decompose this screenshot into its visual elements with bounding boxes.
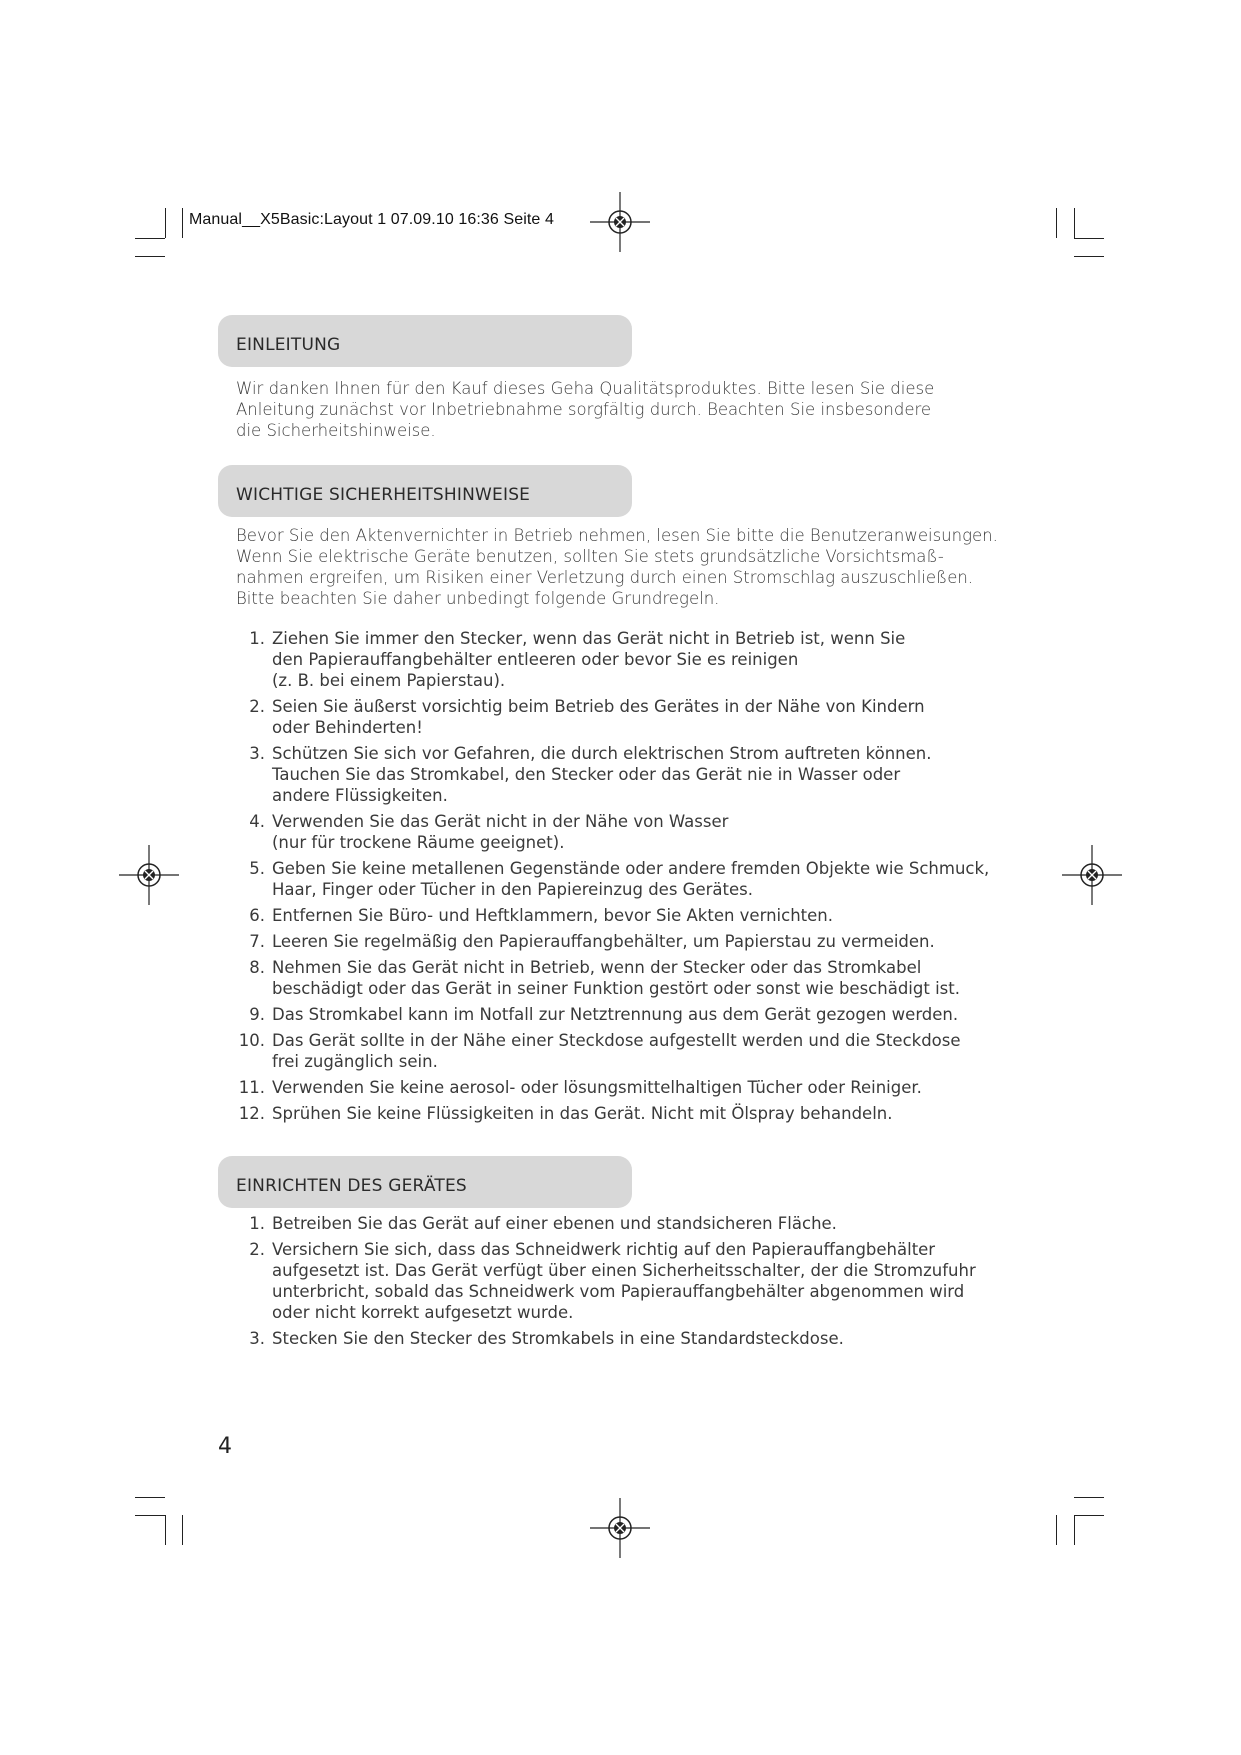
text-line: Versichern Sie sich, dass das Schneidwerk richtig auf den Papierauffangbehälter <box>272 1240 936 1259</box>
list-item <box>236 1328 976 1349</box>
item-number: 11. <box>238 1078 265 1097</box>
crop-mark <box>1056 208 1057 238</box>
list-item <box>236 1213 976 1234</box>
print-slug: Manual__X5Basic:Layout 1 07.09.10 16:36 Seite 4 <box>189 211 554 228</box>
crop-mark <box>182 1515 183 1545</box>
text-line: Seien Sie äußerst vorsichtig beim Betrieb des Gerätes in der Nähe von Kindern <box>272 697 925 716</box>
text-line: Bitte beachten Sie daher unbedingt folgende Grundregeln. <box>236 589 720 608</box>
section-title: WICHTIGE SICHERHEITSHINWEISE <box>236 485 531 505</box>
crop-mark <box>135 238 165 239</box>
registration-mark-icon <box>1062 845 1122 905</box>
crop-mark <box>1074 1515 1104 1516</box>
item-number: 9. <box>249 1005 265 1024</box>
list-item <box>236 628 989 691</box>
text-line: Geben Sie keine metallenen Gegenstände oder andere fremden Objekte wie Schmuck, <box>272 859 990 878</box>
crop-mark <box>1074 238 1104 239</box>
item-number: 7. <box>249 932 265 951</box>
section-header-einleitung <box>218 315 632 367</box>
crop-mark <box>1074 1497 1104 1498</box>
item-number: 3. <box>249 744 265 763</box>
item-number: 1. <box>249 1214 265 1233</box>
text-line: beschädigt oder das Gerät in seiner Funktion gestört oder sonst wie beschädigt ist. <box>272 979 960 998</box>
item-number: 2. <box>249 697 265 716</box>
section-title: EINRICHTEN DES GERÄTES <box>236 1176 467 1196</box>
text-line: die Sicherheitshinweise. <box>236 421 436 440</box>
crop-mark <box>165 208 166 238</box>
crop-mark <box>135 1515 165 1516</box>
item-number: 12. <box>238 1104 265 1123</box>
text-line: Schützen Sie sich vor Gefahren, die durch elektrischen Strom auftreten können. <box>272 744 932 763</box>
list-item <box>236 905 989 926</box>
crop-mark <box>1074 256 1104 257</box>
text-line: Entfernen Sie Büro- und Heftklammern, bevor Sie Akten vernichten. <box>272 906 833 925</box>
section-title: EINLEITUNG <box>236 335 341 355</box>
crop-mark <box>1074 208 1075 238</box>
registration-mark-icon <box>119 845 179 905</box>
text-line: Bevor Sie den Aktenvernichter in Betrieb nehmen, lesen Sie bitte die Benutzeranweisungen. <box>236 526 998 545</box>
crop-mark <box>182 208 183 238</box>
crop-mark <box>165 1515 166 1545</box>
item-number: 4. <box>249 812 265 831</box>
text-line: Nehmen Sie das Gerät nicht in Betrieb, wenn der Stecker oder das Stromkabel <box>272 958 922 977</box>
list-item <box>236 1239 976 1323</box>
setup-steps-list <box>236 1213 976 1354</box>
text-line: Das Gerät sollte in der Nähe einer Steckdose aufgestellt werden und die Steckdose <box>272 1031 961 1050</box>
list-item <box>236 858 989 900</box>
text-line: oder Behinderten! <box>272 718 423 737</box>
list-item <box>236 743 989 806</box>
item-number: 1. <box>249 629 265 648</box>
list-item <box>236 1030 989 1072</box>
list-item <box>236 1103 989 1124</box>
section-header-einrichten <box>218 1156 632 1208</box>
text-line: Das Stromkabel kann im Notfall zur Netztrennung aus dem Gerät gezogen werden. <box>272 1005 959 1024</box>
text-line: Anleitung zunächst vor Inbetriebnahme sorgfältig durch. Beachten Sie insbesondere <box>236 400 932 419</box>
registration-mark-icon <box>590 1498 650 1558</box>
item-number: 3. <box>249 1329 265 1348</box>
text-line: unterbricht, sobald das Schneidwerk vom Papierauffangbehälter abgenommen wird <box>272 1282 965 1301</box>
page-number: 4 <box>218 1434 232 1459</box>
item-number: 10. <box>238 1031 265 1050</box>
text-line: Verwenden Sie keine aerosol- oder lösungsmittelhaltigen Tücher oder Reiniger. <box>272 1078 922 1097</box>
list-item <box>236 1077 989 1098</box>
text-line: Stecken Sie den Stecker des Stromkabels in eine Standardsteckdose. <box>272 1329 844 1348</box>
text-line: Leeren Sie regelmäßig den Papierauffangbehälter, um Papierstau zu vermeiden. <box>272 932 935 951</box>
safety-rules-list <box>236 628 989 1129</box>
text-line: (nur für trockene Räume geeignet). <box>272 833 565 852</box>
text-line: frei zugänglich sein. <box>272 1052 438 1071</box>
item-number: 6. <box>249 906 265 925</box>
text-line: Betreiben Sie das Gerät auf einer ebenen und standsicheren Fläche. <box>272 1214 837 1233</box>
crop-mark <box>1074 1515 1075 1545</box>
text-line: Tauchen Sie das Stromkabel, den Stecker oder das Gerät nie in Wasser oder <box>272 765 901 784</box>
text-line: andere Flüssigkeiten. <box>272 786 448 805</box>
text-line: Verwenden Sie das Gerät nicht in der Nähe von Wasser <box>272 812 729 831</box>
text-line: Wir danken Ihnen für den Kauf dieses Geha Qualitätsproduktes. Bitte lesen Sie diese <box>236 379 935 398</box>
text-line: nahmen ergreifen, um Risiken einer Verletzung durch einen Stromschlag auszuschließen. <box>236 568 974 587</box>
text-line: Wenn Sie elektrische Geräte benutzen, sollten Sie stets grundsätzliche Vorsichtsmaß- <box>236 547 944 566</box>
item-number: 8. <box>249 958 265 977</box>
list-item <box>236 931 989 952</box>
list-item <box>236 811 989 853</box>
crop-mark <box>135 256 165 257</box>
list-item <box>236 696 989 738</box>
text-line: Sprühen Sie keine Flüssigkeiten in das Gerät. Nicht mit Ölspray behandeln. <box>272 1104 893 1123</box>
item-number: 5. <box>249 859 265 878</box>
safety-paragraph <box>236 525 1016 609</box>
crop-mark <box>135 1497 165 1498</box>
section-header-sicherheitshinweise <box>218 465 632 517</box>
list-item <box>236 957 989 999</box>
text-line: (z. B. bei einem Papierstau). <box>272 671 506 690</box>
crop-mark <box>1056 1515 1057 1545</box>
text-line: den Papierauffangbehälter entleeren oder bevor Sie es reinigen <box>272 650 799 669</box>
intro-paragraph <box>236 378 1016 441</box>
text-line: Haar, Finger oder Tücher in den Papiereinzug des Gerätes. <box>272 880 753 899</box>
list-item <box>236 1004 989 1025</box>
text-line: aufgesetzt ist. Das Gerät verfügt über einen Sicherheitsschalter, der die Stromzufuhr <box>272 1261 976 1280</box>
item-number: 2. <box>249 1240 265 1259</box>
registration-mark-icon <box>590 192 650 252</box>
text-line: Ziehen Sie immer den Stecker, wenn das Gerät nicht in Betrieb ist, wenn Sie <box>272 629 906 648</box>
text-line: oder nicht korrekt aufgesetzt wurde. <box>272 1303 574 1322</box>
